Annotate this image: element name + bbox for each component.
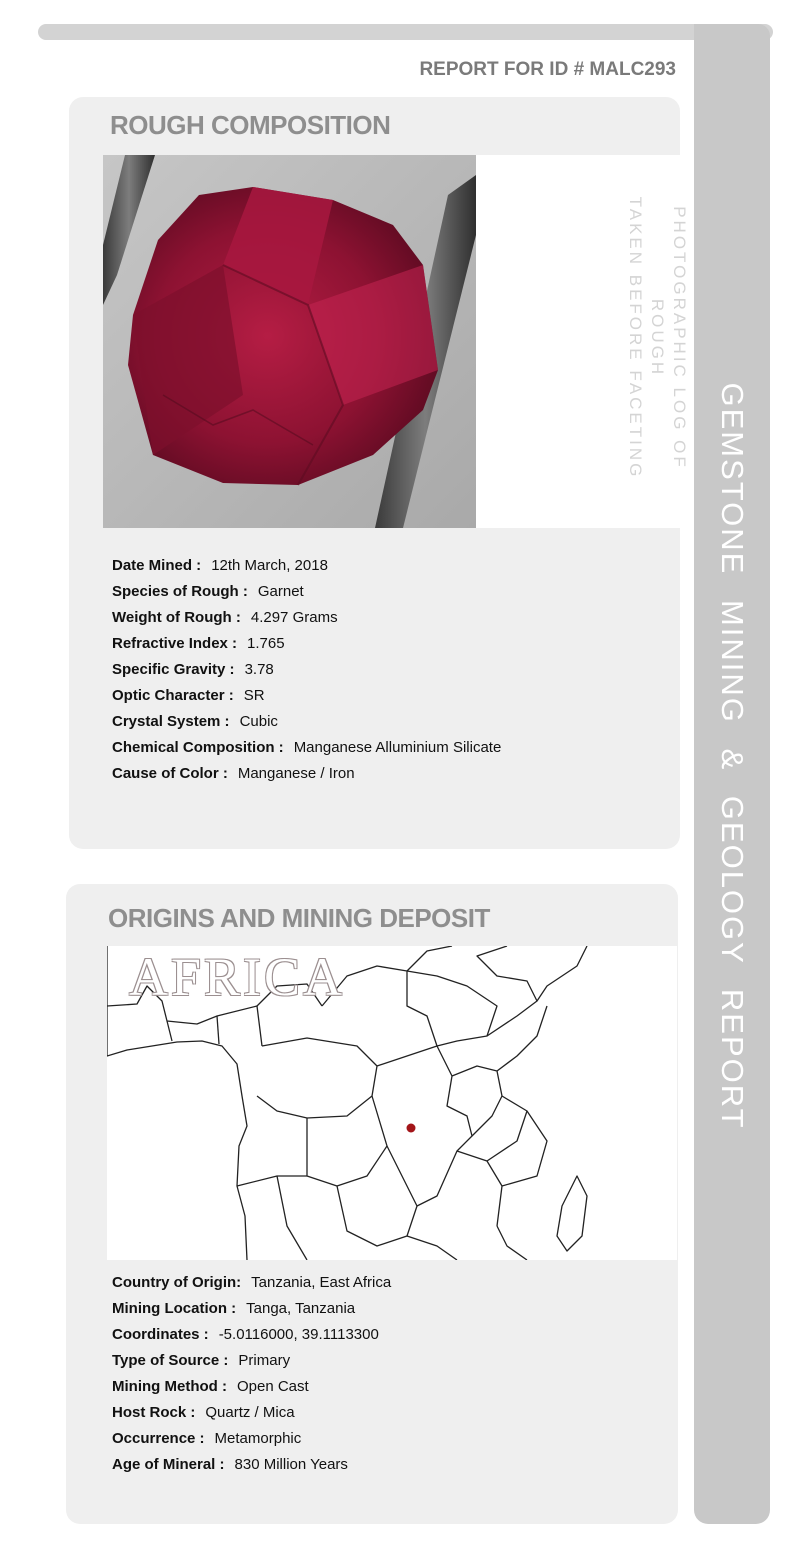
field-label: Mining Location : bbox=[112, 1300, 237, 1317]
field-value: 4.297 Grams bbox=[250, 609, 338, 626]
field-value: 3.78 bbox=[244, 661, 274, 678]
rough-field-row bbox=[112, 582, 501, 608]
photo-caption-line1: PHOTOGRAPHIC LOG OF ROUGH bbox=[648, 206, 689, 470]
field-value: Metamorphic bbox=[214, 1430, 302, 1447]
origin-details-list bbox=[112, 1273, 391, 1481]
rough-composition-title: ROUGH COMPOSITION bbox=[110, 110, 391, 140]
origin-field-row bbox=[112, 1429, 391, 1455]
field-label: Date Mined : bbox=[112, 557, 202, 574]
field-label: Coordinates : bbox=[112, 1326, 209, 1343]
rough-field-row bbox=[112, 634, 501, 660]
origin-field-row bbox=[112, 1455, 391, 1481]
rough-field-row bbox=[112, 686, 501, 712]
field-label: Chemical Composition : bbox=[112, 739, 284, 756]
field-label: Cause of Color : bbox=[112, 765, 228, 782]
field-value: 830 Million Years bbox=[234, 1456, 348, 1473]
photo-caption bbox=[624, 173, 690, 503]
field-value: Open Cast bbox=[236, 1378, 309, 1395]
rough-field-row bbox=[112, 738, 501, 764]
field-value: Quartz / Mica bbox=[205, 1404, 295, 1421]
field-label: Occurrence : bbox=[112, 1430, 205, 1447]
field-value: Garnet bbox=[257, 583, 304, 600]
field-value: Manganese Alluminium Silicate bbox=[293, 739, 502, 756]
field-label: Host Rock : bbox=[112, 1404, 196, 1421]
side-report-title: GEMSTONE MINING & GEOLOGY REPORT bbox=[715, 382, 750, 1130]
field-value: Cubic bbox=[239, 713, 278, 730]
origin-field-row bbox=[112, 1273, 391, 1299]
field-label: Specific Gravity : bbox=[112, 661, 235, 678]
rough-field-row bbox=[112, 660, 501, 686]
field-label: Weight of Rough : bbox=[112, 609, 241, 626]
gemstone-photo bbox=[103, 155, 476, 528]
rough-details-list bbox=[112, 556, 501, 790]
field-value: SR bbox=[243, 687, 265, 704]
field-value: Tanga, Tanzania bbox=[246, 1300, 356, 1317]
field-label: Mining Method : bbox=[112, 1378, 227, 1395]
field-value: Manganese / Iron bbox=[237, 765, 355, 782]
field-value: 12th March, 2018 bbox=[211, 557, 328, 574]
map-label: AFRICA bbox=[129, 947, 346, 1007]
rough-field-row bbox=[112, 712, 501, 738]
origin-field-row bbox=[112, 1377, 391, 1403]
field-label: Age of Mineral : bbox=[112, 1456, 225, 1473]
rough-field-row bbox=[112, 608, 501, 634]
origin-field-row bbox=[112, 1403, 391, 1429]
gemstone-rough-image bbox=[103, 155, 476, 528]
mine-location-marker bbox=[407, 1124, 416, 1133]
field-value: -5.0116000, 39.1113300 bbox=[218, 1326, 379, 1343]
field-label: Country of Origin: bbox=[112, 1274, 242, 1291]
field-label: Crystal System : bbox=[112, 713, 230, 730]
field-label: Species of Rough : bbox=[112, 583, 248, 600]
field-label: Type of Source : bbox=[112, 1352, 229, 1369]
origin-field-row bbox=[112, 1299, 391, 1325]
rough-field-row bbox=[112, 556, 501, 582]
origin-field-row bbox=[112, 1351, 391, 1377]
rough-field-row bbox=[112, 764, 501, 790]
africa-map bbox=[107, 946, 677, 1260]
top-rail bbox=[38, 24, 773, 40]
field-value: Primary bbox=[238, 1352, 291, 1369]
field-label: Optic Character : bbox=[112, 687, 234, 704]
photo-caption-line2: TAKEN BEFORE FACETING bbox=[626, 196, 645, 480]
field-label: Refractive Index : bbox=[112, 635, 238, 652]
field-value: Tanzania, East Africa bbox=[251, 1274, 392, 1291]
origins-title: ORIGINS AND MINING DEPOSIT bbox=[108, 903, 490, 933]
field-value: 1.765 bbox=[247, 635, 285, 652]
report-id: REPORT FOR ID # MALC293 bbox=[419, 59, 676, 80]
origin-field-row bbox=[112, 1325, 391, 1351]
